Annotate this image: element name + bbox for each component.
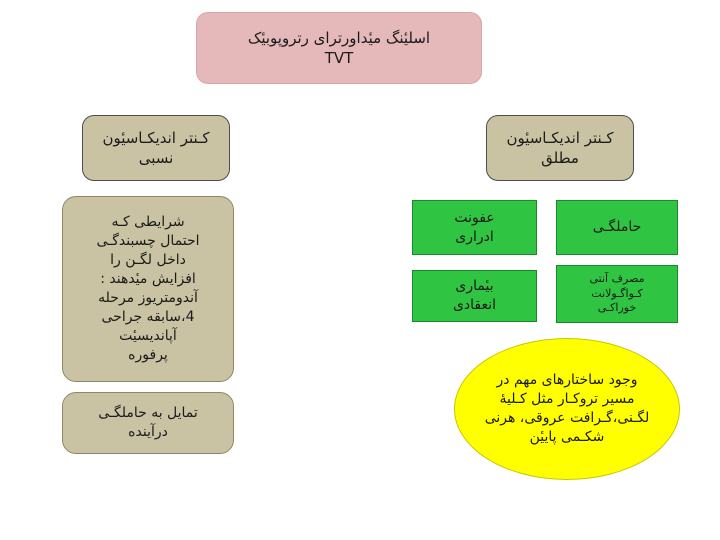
- coagulation-disease-line-1: بیٔماری: [455, 278, 494, 295]
- anatomical-note-line-4: شکـمی پاییٔن: [529, 428, 605, 445]
- relative-detail-line-3: داخل لگـن را: [110, 252, 186, 269]
- anatomical-note-line-3: لگـنی،گـرافت عروقی، هرنی: [484, 410, 650, 426]
- title-line-1: اسلیٔنگ میٔداورترای رتروپوبیٔک: [247, 28, 431, 47]
- relative-contraindication-heading: [82, 115, 230, 181]
- urinary-infection-box: [412, 200, 537, 255]
- title-line-2: TVT: [324, 49, 354, 67]
- pregnancy-wish-line-2: درآینده: [128, 424, 168, 440]
- oral-anticoagulant-line-2: کـواگـولانت: [591, 286, 643, 300]
- absolute-contraindication-heading: [486, 115, 634, 181]
- anatomical-note-line-2: مسیر تروکـار مثل کـلیهٔ: [499, 391, 635, 408]
- relative-detail-line-7: آپاندیسیٔت: [119, 327, 177, 344]
- relative-detail-line-6: 4،سابقه جراحی: [101, 308, 195, 325]
- coagulation-disease-box: [412, 270, 537, 322]
- absolute-heading-line-2: مطلق: [541, 149, 579, 167]
- urinary-infection-line-2: ادراری: [455, 228, 494, 245]
- relative-detail-line-1: شرایطی کـه: [111, 214, 185, 231]
- relative-heading-line-1: کـنتر اندیکـاسیٔون: [102, 128, 210, 147]
- relative-detail-line-2: احتمال چسبندگـی: [96, 233, 200, 250]
- relative-detail-line-4: افزایش میٔدهند :: [100, 271, 196, 288]
- pregnancy-box: [556, 200, 678, 255]
- relative-detail-line-5: آندومتریوز مرحله: [98, 290, 198, 306]
- oral-anticoagulant-line-1: مصرف آنتی: [589, 271, 645, 285]
- absolute-heading-line-1: کـنتر اندیکـاسیٔون: [506, 128, 614, 147]
- title-box: [196, 12, 482, 84]
- pregnancy-wish-line-1: تمایل به حاملگـی: [98, 405, 198, 422]
- oral-anticoagulant-line-3: خوراکـی: [597, 301, 637, 315]
- relative-detail-box: [62, 196, 234, 382]
- relative-heading-line-2: نسبی: [138, 149, 174, 167]
- pregnancy-wish-box: [62, 392, 234, 454]
- relative-detail-line-8: پرفوره: [128, 346, 168, 363]
- anatomical-note-line-1: وجود ساختارهای مهم در: [496, 372, 638, 389]
- oral-anticoagulant-box: [556, 265, 678, 323]
- coagulation-disease-line-2: انعقادی: [452, 297, 497, 313]
- urinary-infection-line-1: عفونت: [454, 209, 495, 226]
- pregnancy-label: حاملگـی: [592, 219, 642, 236]
- anatomical-structures-ellipse: [454, 338, 680, 480]
